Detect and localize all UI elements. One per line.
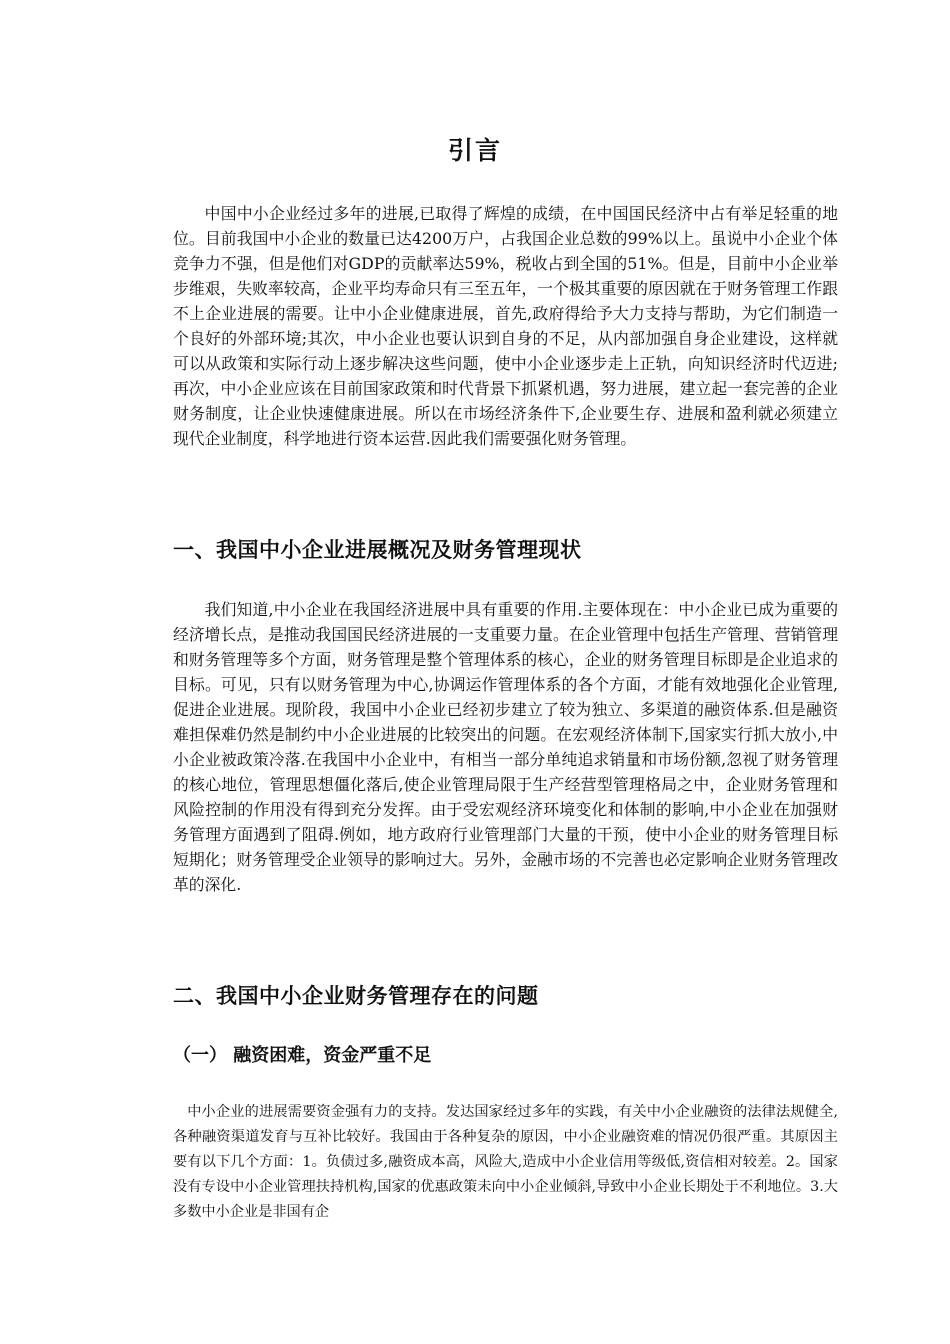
section-2-heading: 二、我国中小企业财务管理存在的问题 [173,984,539,1008]
subsection-2-1-paragraph: 中小企业的进展需要资金强有力的支持。发达国家经过多年的实践，有关中小企业融资的法律法规健全,各种融资渠道发育与互补比较好。我国由于各种复杂的原因，中小企业融资难的情况仍很严重。其原因主要有以下几个方面：1。负债过多,融资成本高，风险大,造成中小企业信用等级低,资信相对较差。2。国家没有专设中小企业管理扶持机构,国家的优惠政策未向中小企业倾斜,导致中小企业长期处于不利地位。3.大多数中小企业是非国有企 [173,1104,838,1220]
section-1-heading: 一、我国中小企业进展概况及财务管理现状 [173,538,582,562]
document-title: 引言 [447,136,502,165]
subsection-2-1-heading: （一） 融资困难，资金严重不足 [173,1045,432,1066]
intro-paragraph: 中国中小企业经过多年的进展,已取得了辉煌的成绩，在中国国民经济中占有举足轻重的地位。目前我国中小企业的数量已达4200万户，占我国企业总数的99%以上。虽说中小企业个体竞争力不强，但是他们对GDP的贡献率达59%，税收占到全国的51%。但是，目前中小企业举步维艰，失败率较高，企业平均寿命只有三至五年，一个极其重要的原因就在于财务管理工作跟不上企业进展的需要。让中小企业健康进展，首先,政府得给予大力支持与帮助，为它们制造一个良好的外部环境;其次，中小企业也要认识到自身的不足，从内部加强自身企业建设，这样就可以从政策和实际行动上逐步解决这些问题，使中小企业逐步走上正轨，向知识经济时代迈进;再次，中小企业应该在目前国家政策和时代背景下抓紧机遇，努力进展，建立起一套完善的企业财务制度，让企业快速健康进展。所以在市场经济条件下,企业要生存、进展和盈利就必须建立现代企业制度，科学地进行资本运营.因此我们需要强化财务管理。 [173,204,838,448]
section-1-paragraph: 我们知道,中小企业在我国经济进展中具有重要的作用.主要体现在：中小企业已成为重要的经济增长点，是推动我国国民经济进展的一支重要力量。在企业管理中包括生产管理、营销管理和财务管理等多个方面，财务管理是整个管理体系的核心，企业的财务管理目标即是企业追求的目标。可见，只有以财务管理为中心,协调运作管理体系的各个方面，才能有效地强化企业管理,促进企业进展。现阶段，我国中小企业已经初步建立了较为独立、多渠道的融资体系.但是融资难担保难仍然是制约中小企业进展的比较突出的问题。在宏观经济体制下,国家实行抓大放小,中小企业被政策冷落.在我国中小企业中，有相当一部分单纯追求销量和市场份额,忽视了财务管理的核心地位，管理思想僵化落后,使企业管理局限于生产经营型管理格局之中，企业财务管理和风险控制的作用没有得到充分发挥。由于受宏观经济环境变化和体制的影响,中小企业在加强财务管理方面遇到了阻碍.例如，地方政府行业管理部门大量的干预，使中小企业的财务管理目标短期化；财务管理受企业领导的影响过大。另外，金融市场的不完善也必定影响企业财务管理改革的深化. [173,600,838,894]
